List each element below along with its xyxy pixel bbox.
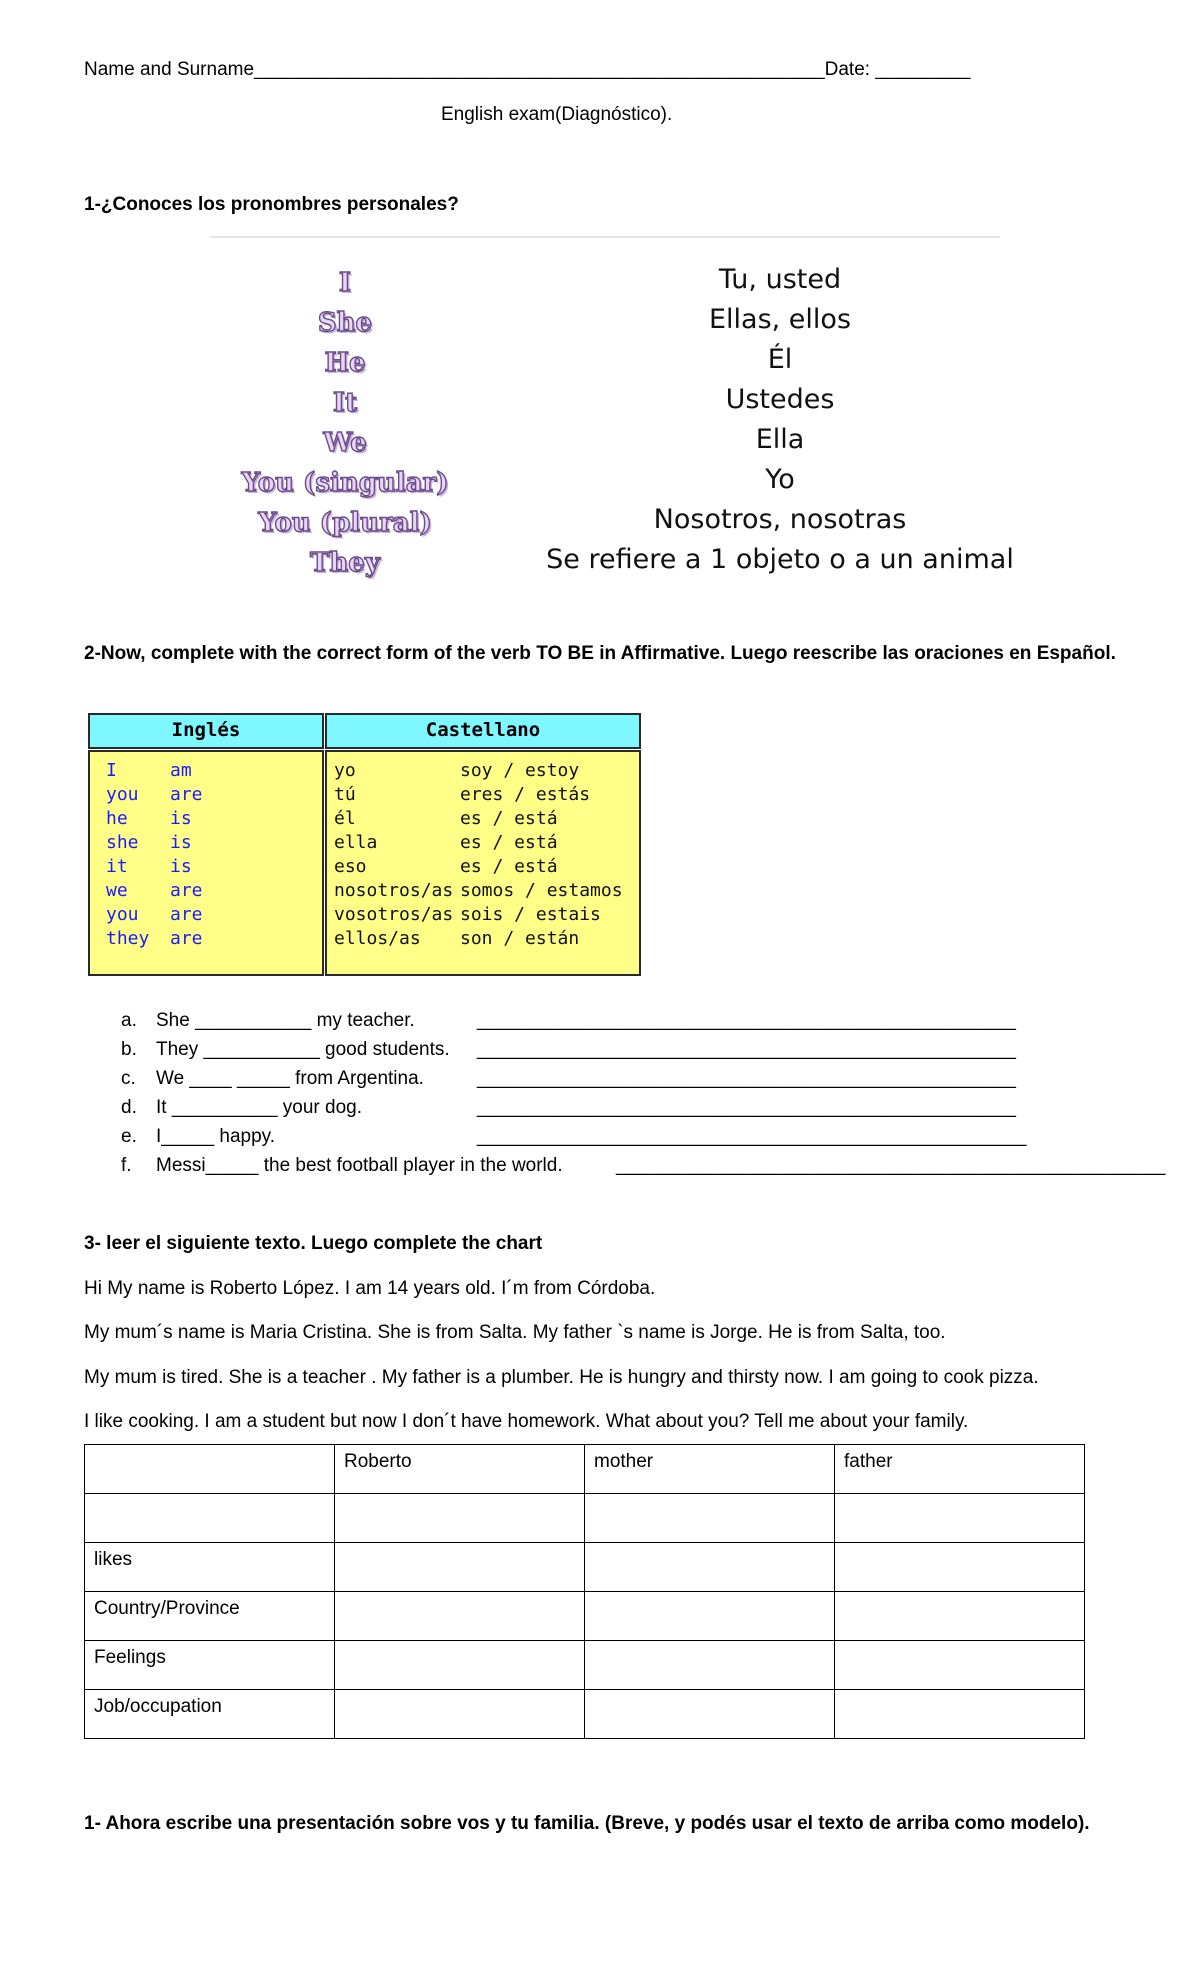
- chart-header-cell: father: [835, 1445, 1085, 1494]
- chart-row: [85, 1690, 1085, 1739]
- table-head-english: Inglés: [88, 713, 324, 749]
- exam-title: English exam(Diagnóstico).: [441, 104, 673, 125]
- pronoun-es: Él: [767, 344, 793, 375]
- pronoun-en: It: [332, 388, 358, 418]
- chart-cell[interactable]: [335, 1543, 585, 1592]
- en-verb: are: [170, 928, 203, 949]
- pronoun-en: She: [317, 308, 373, 338]
- pronoun-en: He: [324, 348, 366, 378]
- chart-cell[interactable]: [585, 1690, 835, 1739]
- pronoun-en: You (plural): [258, 508, 432, 538]
- exercise-letter: f.: [121, 1155, 132, 1176]
- es-pronoun: eso: [334, 856, 367, 877]
- reading-paragraph: I like cooking. I am a student but now I don´t have homework. What about you? Tell me about your family.: [84, 1411, 969, 1432]
- exercise-answer-line[interactable]: ___________________________________________________: [477, 1039, 1016, 1060]
- chart-cell[interactable]: [835, 1641, 1085, 1690]
- pronoun-es: Ustedes: [725, 384, 835, 415]
- en-pronoun: it: [106, 856, 128, 877]
- chart-row: [85, 1494, 1085, 1543]
- q1-title: 1-¿Conoces los pronombres personales?: [84, 194, 459, 215]
- es-verb: sois / estais: [460, 904, 601, 925]
- es-pronoun: nosotros/as: [334, 880, 454, 901]
- chart-cell[interactable]: [835, 1690, 1085, 1739]
- q2-title: 2-Now, complete with the correct form of the verb TO BE in Affirmative. Luego reescribe las oraciones en Español.: [84, 643, 1116, 664]
- chart-cell[interactable]: [335, 1641, 585, 1690]
- es-verb: soy / estoy: [460, 760, 580, 781]
- family-chart: [84, 1444, 1085, 1739]
- pronoun-es: Ella: [755, 424, 805, 455]
- es-verb: somos / estamos: [460, 880, 623, 901]
- es-verb: eres / estás: [460, 784, 591, 805]
- chart-cell[interactable]: [585, 1494, 835, 1543]
- exercise-answer-line[interactable]: ___________________________________________________: [477, 1068, 1016, 1089]
- chart-header-row: [85, 1445, 1085, 1494]
- chart-cell[interactable]: [335, 1494, 585, 1543]
- chart-row: [85, 1543, 1085, 1592]
- en-pronoun: he: [106, 808, 128, 829]
- es-pronoun: ella: [334, 832, 378, 853]
- chart-row-label: likes: [85, 1543, 335, 1592]
- exercise-letter: a.: [121, 1010, 137, 1031]
- chart-cell[interactable]: [585, 1543, 835, 1592]
- es-verb: es / está: [460, 832, 558, 853]
- pronoun-image-divider: [210, 236, 1000, 238]
- en-pronoun: we: [106, 880, 128, 901]
- en-verb: are: [170, 784, 203, 805]
- es-verb: es / está: [460, 856, 558, 877]
- name-date-line: Name and Surname______________________________________________________Date: _________: [84, 59, 971, 80]
- reading-paragraph: My mum is tired. She is a teacher . My father is a plumber. He is hungry and thirsty now. I am going to cook pizza.: [84, 1367, 1039, 1388]
- exercise-sentence[interactable]: They ___________ good students.: [156, 1039, 450, 1060]
- q4-title: 1- Ahora escribe una presentación sobre vos y tu familia. (Breve, y podés usar el texto de arriba como modelo).: [84, 1813, 1090, 1834]
- exercise-sentence[interactable]: It __________ your dog.: [156, 1097, 363, 1118]
- reading-paragraph: Hi My name is Roberto López. I am 14 years old. I´m from Córdoba.: [84, 1278, 656, 1299]
- chart-cell[interactable]: [585, 1592, 835, 1641]
- exercise-sentence[interactable]: We ____ _____ from Argentina.: [156, 1068, 424, 1089]
- chart-row-label: Country/Province: [85, 1592, 335, 1641]
- en-pronoun: you: [106, 904, 139, 925]
- chart-row: [85, 1592, 1085, 1641]
- pronoun-en: They: [310, 548, 380, 578]
- es-verb: es / está: [460, 808, 558, 829]
- chart-cell[interactable]: [835, 1592, 1085, 1641]
- chart-row: [85, 1641, 1085, 1690]
- pronoun-en: We: [323, 428, 367, 458]
- en-pronoun: she: [106, 832, 139, 853]
- exercise-letter: e.: [121, 1126, 137, 1147]
- chart-header-cell: Roberto: [335, 1445, 585, 1494]
- exercise-answer-line[interactable]: ___________________________________________________: [477, 1097, 1016, 1118]
- chart-header-cell: mother: [585, 1445, 835, 1494]
- pronoun-es: Nosotros, nosotras: [653, 504, 907, 535]
- en-verb: are: [170, 904, 203, 925]
- pronoun-es: Tu, usted: [718, 264, 842, 295]
- es-pronoun: ellos/as: [334, 928, 421, 949]
- exercise-letter: b.: [121, 1039, 137, 1060]
- pronoun-es: Se refiere a 1 objeto o a un animal: [546, 544, 1014, 575]
- chart-cell[interactable]: [335, 1690, 585, 1739]
- chart-row-label: Job/occupation: [85, 1690, 335, 1739]
- en-pronoun: they: [106, 928, 150, 949]
- es-verb: son / están: [460, 928, 580, 949]
- chart-cell[interactable]: [835, 1494, 1085, 1543]
- en-pronoun: you: [106, 784, 139, 805]
- exercise-answer-line[interactable]: ____________________________________________________: [616, 1155, 1166, 1176]
- exercise-letter: c.: [121, 1068, 136, 1089]
- pronoun-en: I: [338, 268, 352, 298]
- exercise-answer-line[interactable]: ___________________________________________________: [477, 1010, 1016, 1031]
- es-pronoun: yo: [334, 760, 356, 781]
- reading-paragraph: My mum´s name is Maria Cristina. She is from Salta. My father `s name is Jorge. He is from Salta, too.: [84, 1322, 946, 1343]
- exercise-letter: d.: [121, 1097, 137, 1118]
- en-pronoun: I: [106, 760, 117, 781]
- en-verb: is: [170, 832, 192, 853]
- table-head-spanish: Castellano: [325, 713, 641, 749]
- pronoun-es: Ellas, ellos: [708, 304, 852, 335]
- en-verb: is: [170, 808, 192, 829]
- exercise-sentence[interactable]: Messi_____ the best football player in the world.: [156, 1155, 563, 1176]
- chart-row-label: [85, 1494, 335, 1543]
- pronoun-es: Yo: [765, 464, 795, 495]
- es-pronoun: vosotros/as: [334, 904, 454, 925]
- chart-row-label: Feelings: [85, 1641, 335, 1690]
- chart-header-cell: [85, 1445, 335, 1494]
- en-verb: is: [170, 856, 192, 877]
- chart-cell[interactable]: [335, 1592, 585, 1641]
- pronoun-en: You (singular): [241, 468, 449, 498]
- en-verb: are: [170, 880, 203, 901]
- exercise-sentence[interactable]: She ___________ my teacher.: [156, 1010, 415, 1031]
- exercise-sentence[interactable]: I_____ happy.: [156, 1126, 276, 1147]
- q3-title: 3- leer el siguiente texto. Luego complete the chart: [84, 1233, 543, 1254]
- chart-cell[interactable]: [585, 1641, 835, 1690]
- es-pronoun: tú: [334, 784, 356, 805]
- es-pronoun: él: [334, 808, 356, 829]
- chart-cell[interactable]: [835, 1543, 1085, 1592]
- en-verb: am: [170, 760, 192, 781]
- exercise-answer-line[interactable]: ____________________________________________________: [477, 1126, 1027, 1147]
